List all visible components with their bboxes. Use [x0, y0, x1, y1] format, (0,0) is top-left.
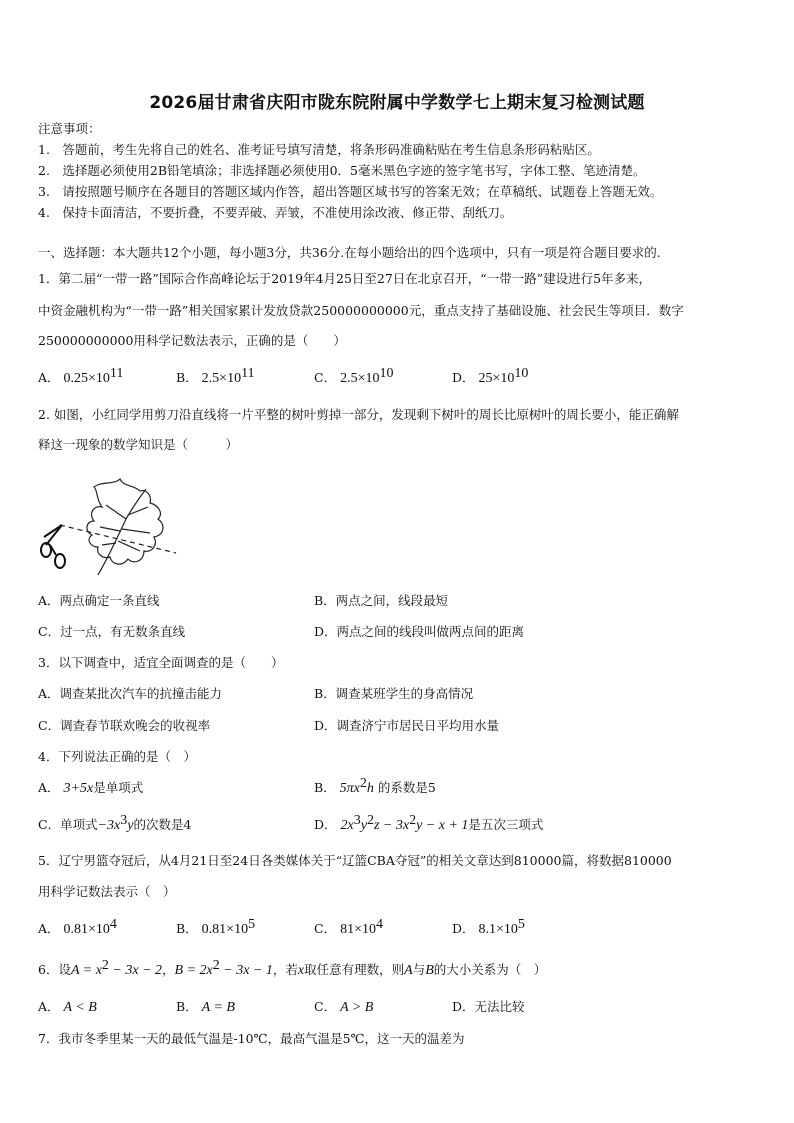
q4-option-a: A． 3+5x是单项式	[38, 780, 144, 796]
q6-option-a: A． A < B	[38, 999, 97, 1015]
q2-option-c: C．过一点，有无数条直线	[38, 624, 186, 639]
page-title: 2026届甘肃省庆阳市陇东院附属中学数学七上期末复习检测试题	[149, 93, 645, 113]
question-6-stem: 6．设$A = x^2 - 3x - 2$，$B = 2x^2 - 3x - 1$，若x取任意有理数，则A与B的大小关系为（ ）	[38, 958, 547, 978]
q4-option-d: D． $2x^3y^2z - 3x^2y - x + 1$是五次三项式	[314, 813, 544, 833]
notice-item: 4. 保持卡面清洁，不要折叠，不要弄破、弄皱，不准使用涂改液、修正带、刮纸刀。	[38, 205, 513, 220]
q5-option-a: A． $0.81\times 10^4$	[38, 917, 117, 937]
q3-option-d: D．调查济宁市居民日平均用水量	[314, 718, 500, 733]
q4-option-c: C．单项式$-3x^3y$的次数是4	[38, 813, 192, 833]
question-1-line: 1．第二届“一带一路”国际合作高峰论坛于2019年4月25日至27日在北京召开，“一带一路”建设进行5年多来，	[38, 271, 652, 286]
question-4-stem: 4．下列说法正确的是（ ）	[38, 749, 196, 764]
notice-item: 1. 答题前，考生先将自己的姓名、准考证号填写清楚，将条形码准确粘贴在考生信息条形码粘贴区。	[38, 142, 600, 157]
q5-option-d: D． $8.1\times 10^5$	[452, 917, 525, 937]
notice-heading: 注意事项：	[38, 121, 101, 136]
q3-option-c: C．调查春节联欢晚会的收视率	[38, 718, 211, 733]
q5-option-b: B． $0.81\times 10^5$	[176, 917, 256, 937]
q1-option-b: B． $2.5\times 10^{11}$	[176, 366, 255, 386]
q5-option-c: C． $81\times 10^4$	[314, 917, 383, 937]
question-2-line: 释这一现象的数学知识是（ ）	[38, 437, 239, 452]
q3-option-a: A．调查某批次汽车的抗撞击能力	[38, 686, 223, 701]
q2-option-d: D．两点之间的线段叫做两点间的距离	[314, 624, 525, 639]
q4-option-b: B． $5\pi x^2h$ 的系数是5	[314, 776, 436, 796]
notice-item: 2. 选择题必须使用2B铅笔填涂；非选择题必须使用0．5毫米黑色字迹的签字笔书写，字体工整、笔迹清楚。	[38, 163, 646, 178]
q2-option-a: A．两点确定一条直线	[38, 593, 160, 608]
section-heading: 一、选择题：本大题共12个小题，每小题3分，共36分.在每小题给出的四个选项中，只有一项是符合题目要求的.	[38, 245, 661, 260]
question-2-line: 2. 如图，小红同学用剪刀沿直线将一片平整的树叶剪掉一部分，发现剩下树叶的周长比原树叶的周长要小，能正确解	[38, 407, 679, 422]
question-5-line: 5．辽宁男篮夺冠后，从4月21日至24日各类媒体关于“辽篮CBA夺冠”的相关文章达到810000篇，将数据810000	[38, 853, 672, 868]
q1-option-c: C． $2.5\times 10^{10}$	[314, 366, 394, 386]
q1-option-d: D． $25\times 10^{10}$	[452, 366, 529, 386]
question-5-line: 用科学记数法表示（ ）	[38, 884, 176, 899]
q2-option-b: B．两点之间，线段最短	[314, 593, 449, 608]
q3-option-b: B．调查某班学生的身高情况	[314, 686, 474, 701]
question-1-line: 中资金融机构为“一带一路”相关国家累计发放贷款250000000000元，重点支持了基础设施、社会民生等项目．数字	[38, 303, 684, 318]
question-1-line: 250000000000用科学记数法表示，正确的是（ ）	[38, 333, 346, 348]
q6-option-d: D．无法比较	[452, 999, 525, 1014]
q1-option-a: A． $0.25\times 10^{11}$	[38, 366, 124, 386]
question-7-stem: 7．我市冬季里某一天的最低气温是-10℃，最高气温是5℃，这一天的温差为	[38, 1031, 465, 1046]
notice-item: 3. 请按照题号顺序在各题目的答题区域内作答，超出答题区域书写的答案无效；在草稿纸、试题卷上答题无效。	[38, 184, 663, 199]
q6-option-b: B． A = B	[176, 999, 235, 1015]
question-3-stem: 3．以下调查中，适宜全面调查的是（ ）	[38, 655, 284, 670]
q6-option-c: C． A > B	[314, 999, 374, 1015]
leaf-scissors-figure	[36, 475, 186, 585]
